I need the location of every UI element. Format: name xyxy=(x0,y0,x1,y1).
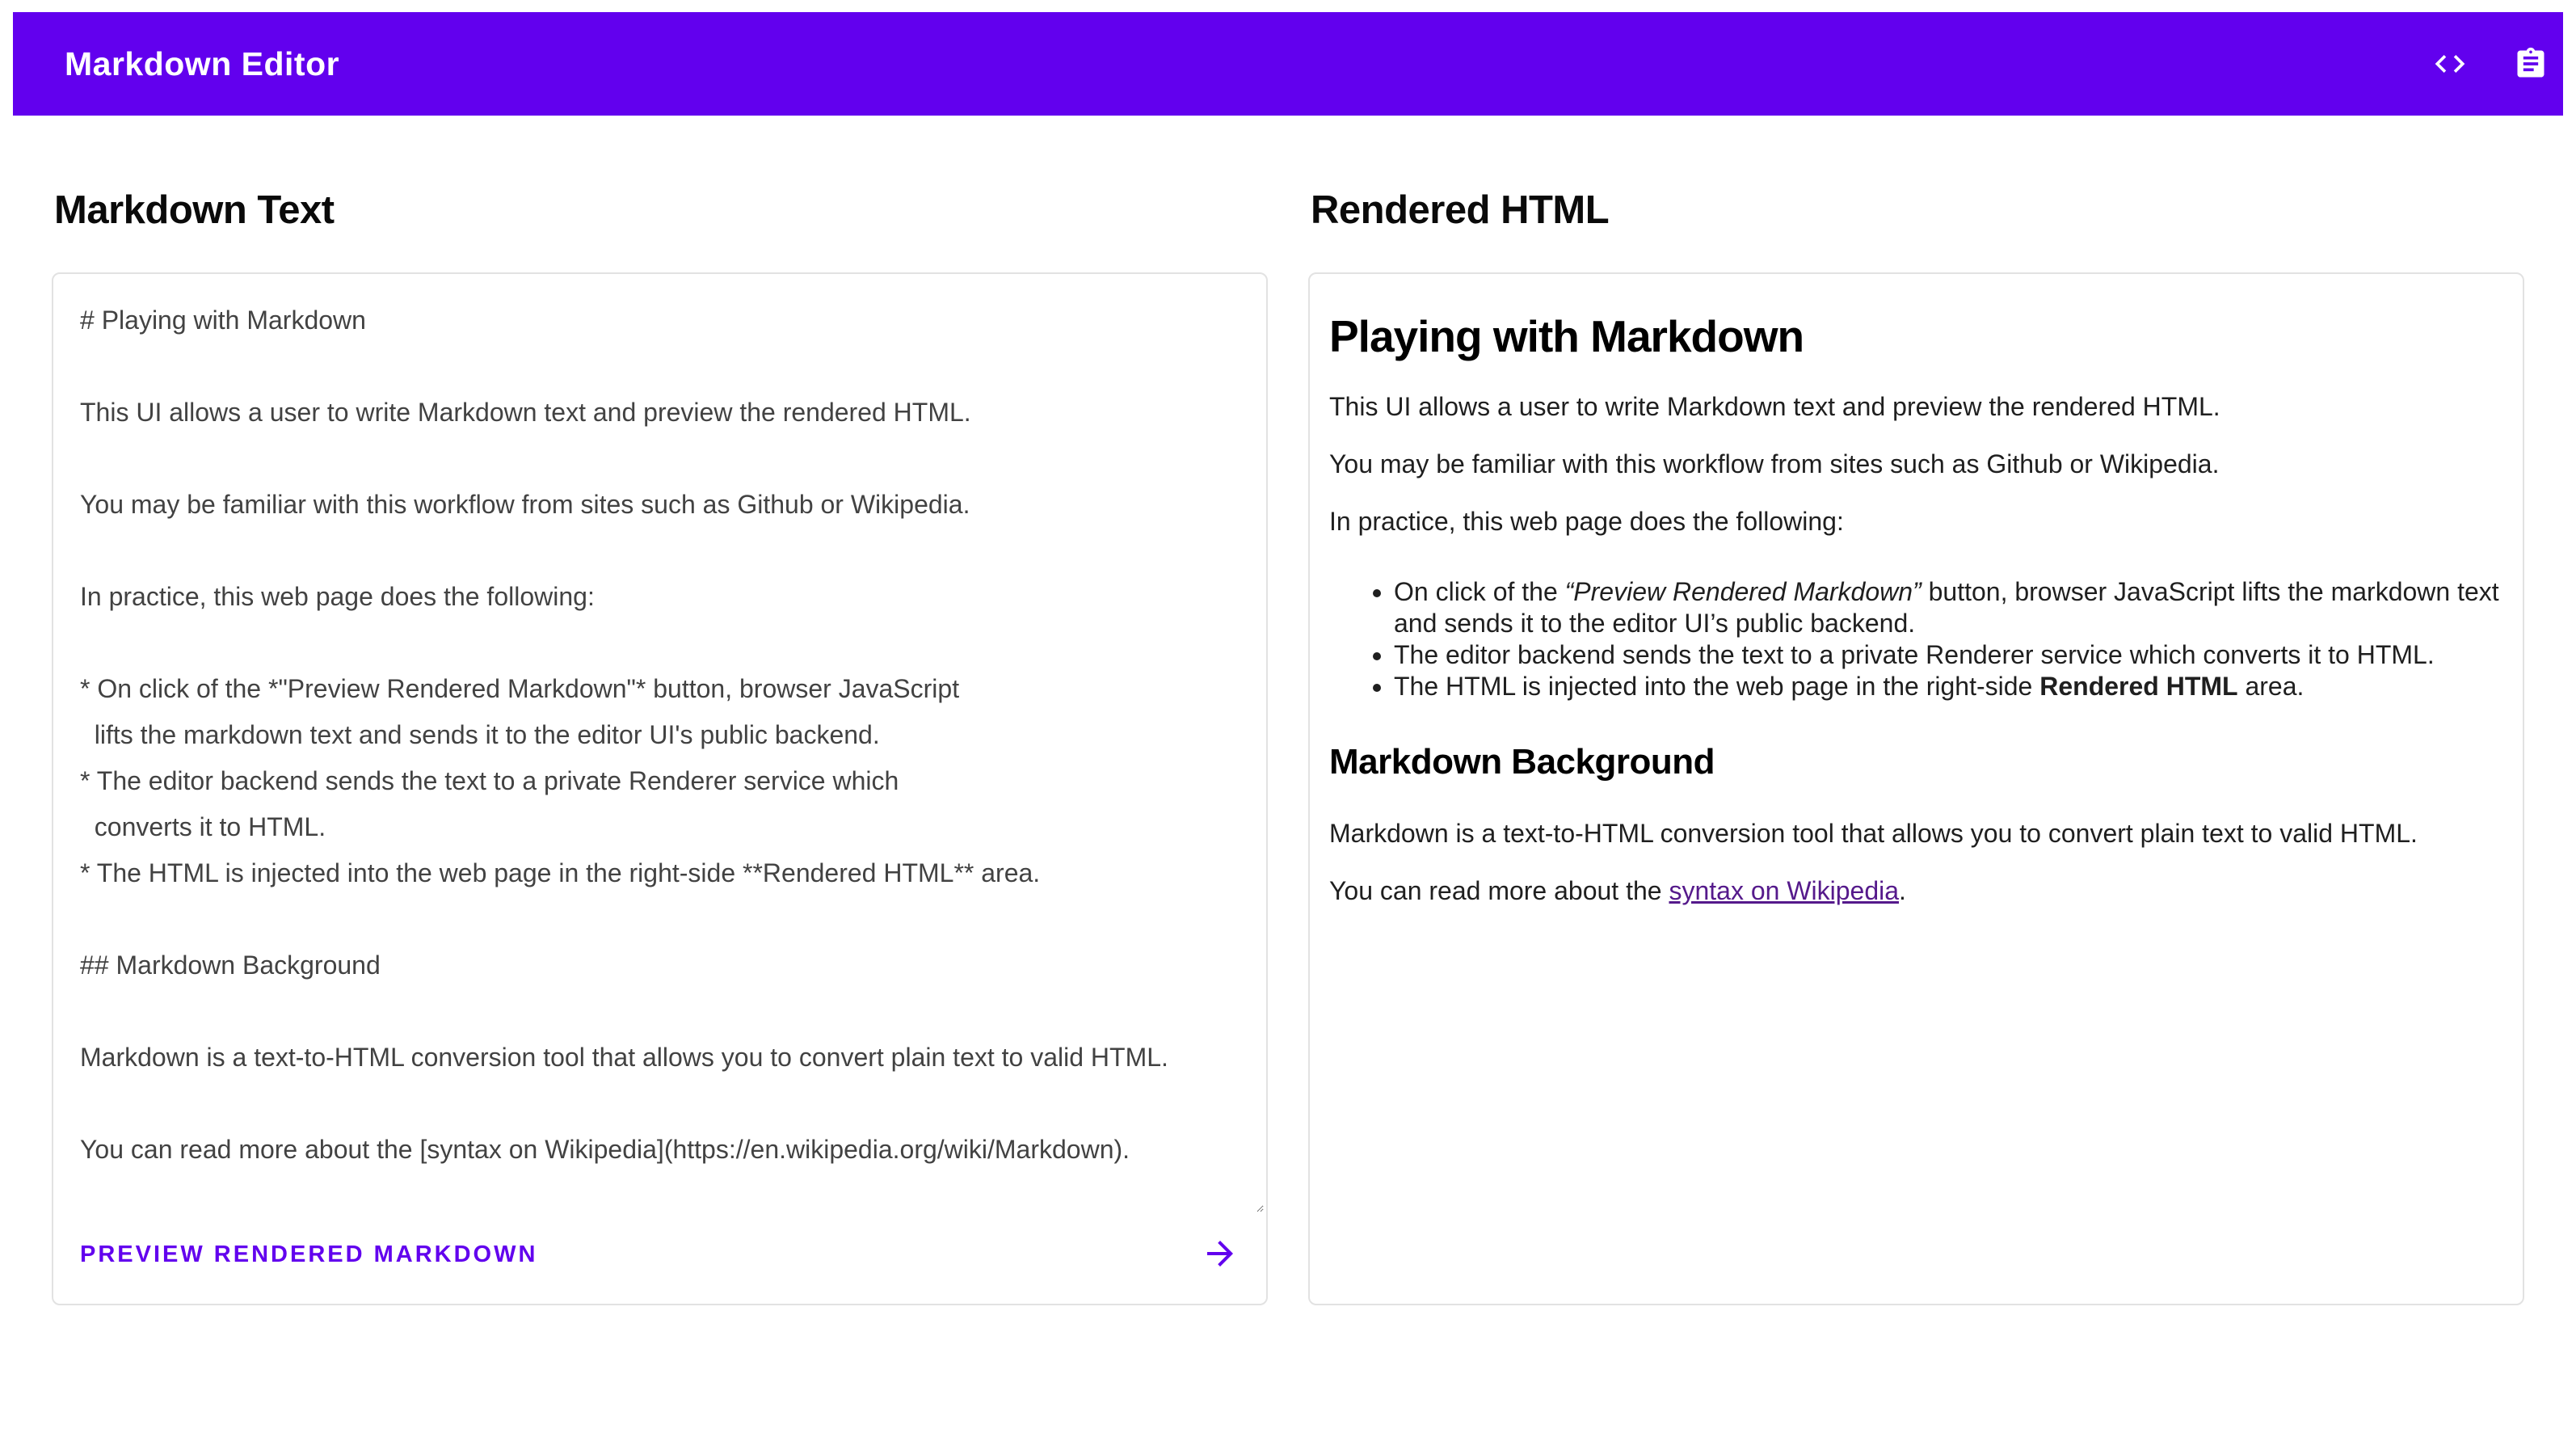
list-item xyxy=(1394,671,2503,702)
list-item-text: The HTML is injected into the web page in the right-side xyxy=(1394,672,2040,701)
app-title: Markdown Editor xyxy=(65,44,340,82)
rendered-paragraph: In practice, this web page does the following: xyxy=(1329,507,1844,536)
app-bar xyxy=(13,12,2563,116)
arrow-forward-icon[interactable] xyxy=(1199,1233,1241,1275)
clipboard-icon[interactable] xyxy=(2511,44,2550,83)
rendered-paragraph: Markdown is a text-to-HTML conversion tool that allows you to convert plain text to valid HTML. xyxy=(1329,819,2418,848)
list-item-text: area. xyxy=(2237,672,2305,701)
rendered-document xyxy=(1329,311,2503,907)
rendered-paragraph: You may be familiar with this workflow from sites such as Github or Wikipedia. xyxy=(1329,449,2220,478)
rendered-paragraph: This UI allows a user to write Markdown text and preview the rendered HTML. xyxy=(1329,392,2220,421)
editor-section xyxy=(52,116,1268,1305)
paragraph-text: . xyxy=(1899,876,1906,905)
preview-section xyxy=(1308,116,2524,1305)
doc-subtitle: Markdown Background xyxy=(1329,742,1715,782)
list-item xyxy=(1394,639,2503,671)
markdown-textarea[interactable] xyxy=(56,276,1264,1212)
doc-title: Playing with Markdown xyxy=(1329,311,1804,361)
preview-rendered-markdown-button[interactable]: PREVIEW RENDERED MARKDOWN xyxy=(80,1241,538,1267)
bullet-list xyxy=(1329,576,2503,702)
list-item xyxy=(1394,576,2503,639)
preview-heading: Rendered HTML xyxy=(1311,188,1610,232)
paragraph-text: You can read more about the xyxy=(1329,876,1669,905)
rendered-paragraph xyxy=(1329,875,2503,907)
main-content xyxy=(13,116,2563,1305)
editor-card xyxy=(52,272,1268,1305)
emphasis-text: “Preview Rendered Markdown” xyxy=(1564,577,1921,606)
list-item-text: The editor backend sends the text to a private Renderer service which converts it to HTML. xyxy=(1394,640,2435,669)
list-item-text: button, browser JavaScript lifts the markdown text and sends it to the editor UI’s public backend. xyxy=(1394,577,2499,638)
rendered-card xyxy=(1308,272,2524,1305)
list-item-text: On click of the xyxy=(1394,577,1565,606)
editor-heading: Markdown Text xyxy=(54,188,335,232)
bold-text: Rendered HTML xyxy=(2039,672,2238,701)
code-icon[interactable] xyxy=(2431,44,2469,83)
app-bar-actions xyxy=(2431,44,2550,83)
editor-button-row xyxy=(56,1212,1264,1301)
wikipedia-link[interactable]: syntax on Wikipedia xyxy=(1669,876,1900,905)
